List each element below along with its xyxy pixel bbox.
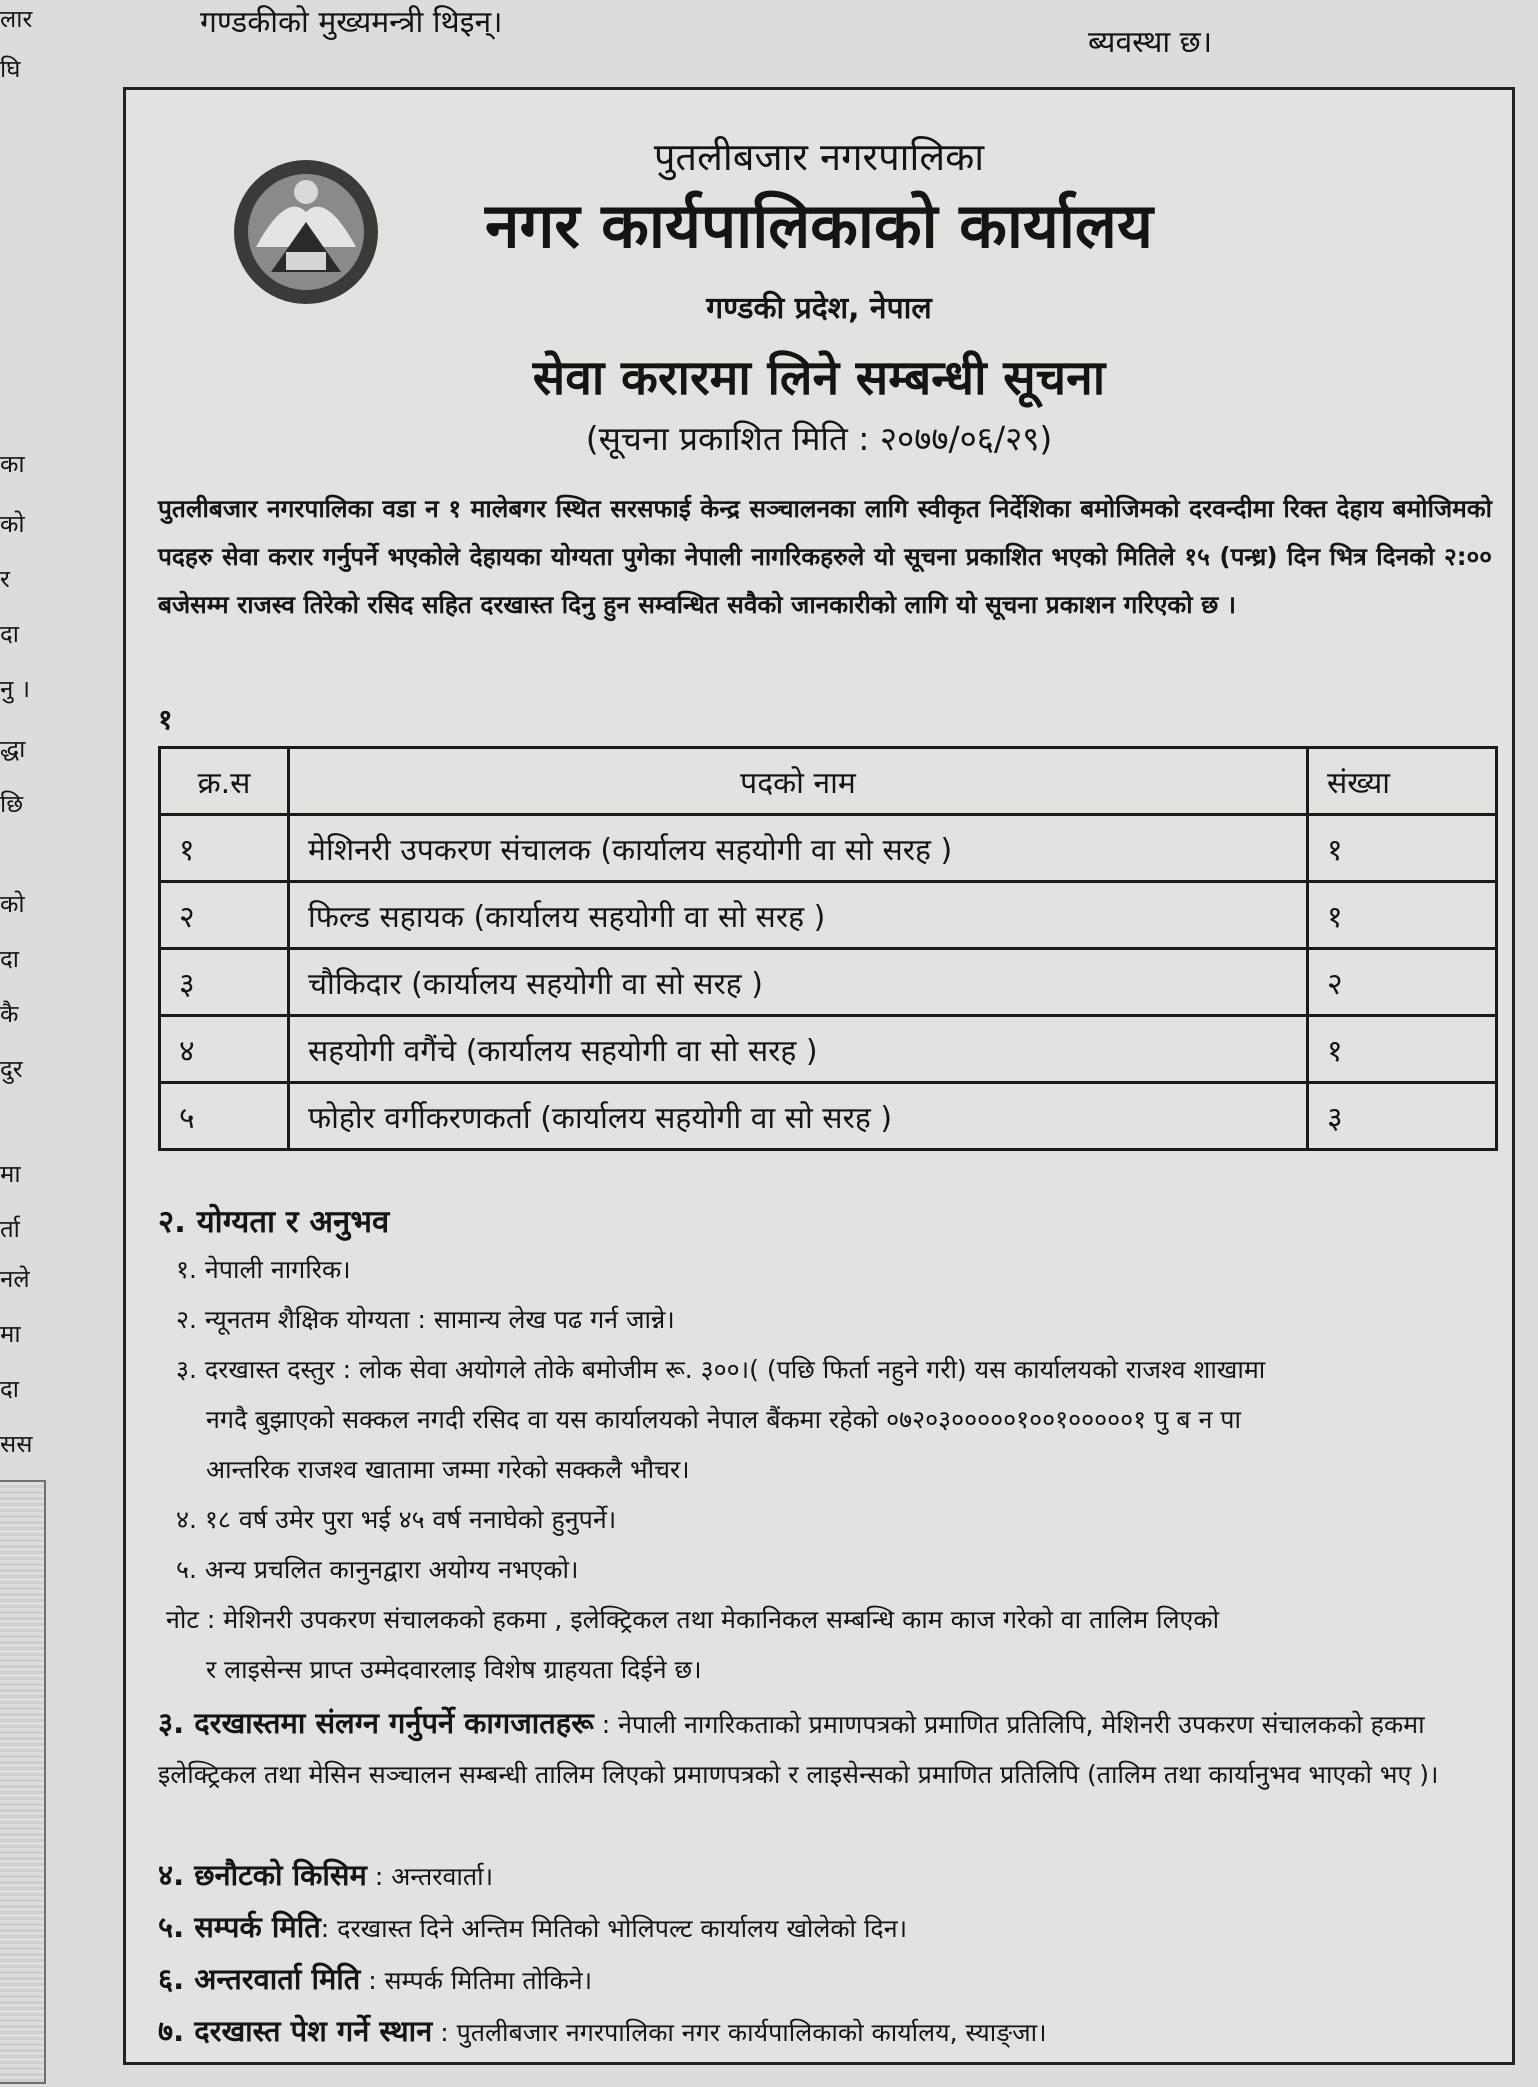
public-notice xyxy=(123,87,1515,2065)
publish-date: (सूचना प्रकाशित मिति : २०७७/०६/२९) xyxy=(585,419,1053,458)
qualification-item: २. न्यूनतम शैक्षिक योग्यता : सामान्य लेख पढ गर्न जान्ने। xyxy=(176,1305,675,1334)
margin-fragment: का xyxy=(0,450,25,478)
municipality-name: पुतलीबजार नगरपालिका xyxy=(653,135,985,179)
section3 xyxy=(158,1698,1492,1800)
office-title: नगर कार्यपालिकाको कार्यालय xyxy=(485,189,1153,262)
qualification-item-continued: आन्तरिक राजश्व खातामा जम्मा गरेको सक्कलै भौचर। xyxy=(206,1455,690,1484)
serial-cell: १ xyxy=(160,815,289,882)
section4-text: : अन्तरवार्ता। xyxy=(366,1862,494,1891)
section3-heading: ३. दरखास्तमा संलग्न गर्नुपर्ने कागजातहरू xyxy=(158,1706,594,1740)
section3-text: : नेपाली नागरिकताको प्रमाणपत्रको प्रमाणित प्रतिलिपि, मेशिनरी उपकरण संचालकको हकमा इलेक्ट्रिकल तथा मेसिन सञ्चालन सम्बन्धी तालिम लिएको प्रमाणपत्रको र लाइसेन्सको प्रमाणित प्रतिलिपि (तालिम तथा कार्यानुभव भाएको भए )। xyxy=(158,1710,1439,1789)
margin-fragment: छि xyxy=(0,790,24,818)
margin-fragment: दुर xyxy=(0,1055,23,1083)
section2-heading: २. योग्यता र अनुभव xyxy=(158,1204,390,1240)
margin-fragment: द्धा xyxy=(0,735,26,763)
qualification-item-continued: नगदै बुझाएको सक्कल नगदी रसिद वा यस कार्यालयको नेपाल बैंकमा रहेको ०७२०३०००००१००१०००००१ पु ब न पा xyxy=(206,1405,1241,1434)
section5-heading: ५. सम्पर्क मिति xyxy=(158,1910,321,1944)
province-line: गण्डकी प्रदेश, नेपाल xyxy=(706,291,932,326)
note-line: नोट : मेशिनरी उपकरण संचालकको हकमा , इलेक्ट्रिकल तथा मेकानिकल सम्बन्धि काम काज गरेको वा तालिम लिएको xyxy=(166,1605,1220,1634)
qualification-item: ३. दरखास्त दस्तुर : लोक सेवा अयोगले तोके बमोजीम रू. ३००।( (पछि फिर्ता नहुने गरी) यस कार्यालयको राजश्व शाखामा xyxy=(176,1355,1266,1384)
notice-subject: सेवा करारमा लिने सम्बन्धी सूचना xyxy=(532,350,1106,406)
count-cell: १ xyxy=(1308,1016,1497,1083)
count-cell: ३ xyxy=(1308,1083,1497,1150)
qualification-item: ५. अन्य प्रचलित कानुनद्वारा अयोग्य नभएको। xyxy=(176,1555,579,1584)
margin-fragment: मा xyxy=(0,1160,21,1188)
serial-cell: ५ xyxy=(160,1083,289,1150)
section6 xyxy=(158,1954,1492,2006)
table-row xyxy=(160,1016,1497,1083)
table-header-row xyxy=(160,748,1497,815)
count-cell: २ xyxy=(1308,949,1497,1016)
section7 xyxy=(158,2006,1492,2058)
table-header: क्र.स xyxy=(160,748,289,815)
table-row xyxy=(160,949,1497,1016)
margin-fragment: नले xyxy=(0,1265,30,1293)
post-name-cell: सहयोगी वगैंचे (कार्यालय सहयोगी वा सो सरह ) xyxy=(289,1016,1308,1083)
count-cell: १ xyxy=(1308,882,1497,949)
count-cell: १ xyxy=(1308,815,1497,882)
margin-fragment: नु । xyxy=(0,675,31,703)
section6-heading: ६. अन्तरवार्ता मिति xyxy=(158,1962,361,1996)
top-left-fragment: गण्डकीको मुख्यमन्त्री थिइन्। xyxy=(200,5,503,40)
top-margin-strip xyxy=(200,0,1213,60)
margin-fragment: लार xyxy=(0,5,33,33)
section7-text: : पुतलीबजार नगरपालिका नगर कार्यपालिकाको कार्यालय, स्याङ्जा। xyxy=(432,2018,1047,2047)
margin-fragment: दा xyxy=(0,1375,19,1403)
serial-cell: २ xyxy=(160,882,289,949)
post-name-cell: मेशिनरी उपकरण संचालक (कार्यालय सहयोगी वा सो सरह ) xyxy=(289,815,1308,882)
section4 xyxy=(158,1850,1492,1902)
post-name-cell: फोहोर वर्गीकरणकर्ता (कार्यालय सहयोगी वा सो सरह ) xyxy=(289,1083,1308,1150)
margin-fragment: घि xyxy=(0,55,21,83)
left-margin-strip xyxy=(0,0,60,2087)
adjacent-ad-box xyxy=(0,1480,46,2084)
margin-fragment: कै xyxy=(0,1000,19,1028)
section1-marker: १ xyxy=(158,703,173,736)
serial-cell: ३ xyxy=(160,949,289,1016)
note-line-continued: र लाइसेन्स प्राप्त उम्मेदवारलाइ विशेष ग्राहयता दिईने छ। xyxy=(206,1655,702,1684)
section5-text: : दरखास्त दिने अन्तिम मितिको भोलिपल्ट कार्यालय खोलेको दिन। xyxy=(320,1914,908,1943)
table-header: संख्या xyxy=(1308,748,1497,815)
margin-fragment: को xyxy=(0,510,25,538)
margin-fragment: दा xyxy=(0,945,19,973)
qualification-item: ४. १८ वर्ष उमेर पुरा भई ४५ वर्ष ननाघेको हुनुपर्ने। xyxy=(176,1505,617,1534)
table-row xyxy=(160,882,1497,949)
margin-fragment: को xyxy=(0,890,25,918)
margin-fragment: सस xyxy=(0,1430,33,1458)
post-name-cell: चौकिदार (कार्यालय सहयोगी वा सो सरह ) xyxy=(289,949,1308,1016)
qualification-item: १. नेपाली नागरिक। xyxy=(176,1255,351,1284)
top-right-fragment: ब्यवस्था छ। xyxy=(1088,25,1213,60)
post-name-cell: फिल्ड सहायक (कार्यालय सहयोगी वा सो सरह ) xyxy=(289,882,1308,949)
posts-table xyxy=(158,746,1498,1151)
section5 xyxy=(158,1902,1492,1954)
margin-fragment: र्ता xyxy=(0,1215,20,1243)
section7-heading: ७. दरखास्त पेश गर्ने स्थान xyxy=(158,2014,433,2048)
table-row xyxy=(160,815,1497,882)
table-header: पदको नाम xyxy=(289,748,1308,815)
table-row xyxy=(160,1083,1497,1150)
margin-fragment: मा xyxy=(0,1320,21,1348)
margin-fragment: दा xyxy=(0,620,19,648)
serial-cell: ४ xyxy=(160,1016,289,1083)
margin-fragment: र xyxy=(0,565,10,593)
section6-text: : सम्पर्क मितिमा तोकिने। xyxy=(360,1966,593,1995)
intro-paragraph: पुतलीबजार नगरपालिका वडा न १ मालेबगर स्थित सरसफाई केन्द्र सञ्चालनका लागि स्वीकृत निर्देशिका बमोजिमको दरवन्दीमा रिक्त देहाय बमोजिमको पदहरु सेवा करार गर्नुपर्ने भएकोले देहायका योग्यता पुगेका नेपाली नागरिकहरुले यो सूचना प्रकाशित भएको मितिले १५ (पन्ध्र) दिन भित्र दिनको २:०० बजेसम्म राजस्व तिरेको रसिद सहित दरखास्त दिनु हुन सम्वन्धित सवैको जानकारीको लागि यो सूचना प्रकाशन गरिएको छ । xyxy=(158,494,1492,619)
section4-heading: ४. छनौटको किसिम xyxy=(158,1858,367,1892)
